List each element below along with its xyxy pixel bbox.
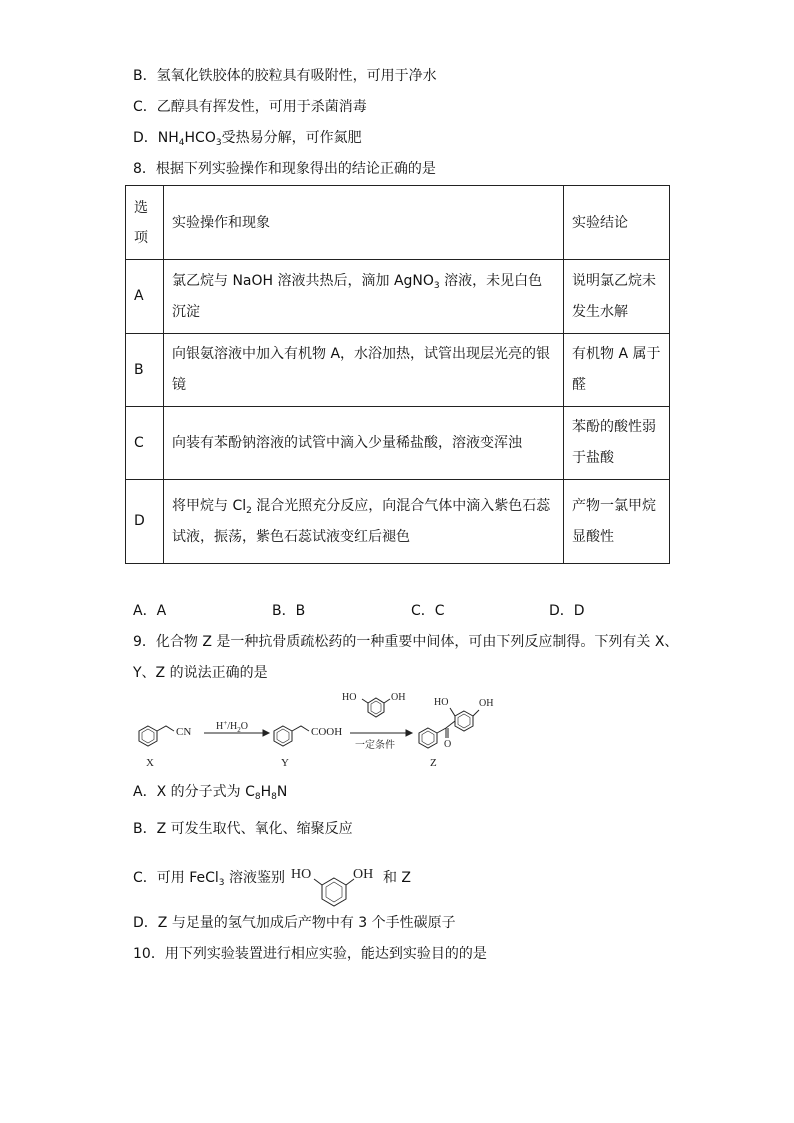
reaction-arrow-1 xyxy=(204,719,269,736)
row-option: C xyxy=(126,407,164,480)
svg-text:O: O xyxy=(444,739,452,750)
table-row xyxy=(126,407,670,480)
header-conclusion: 实验结论 xyxy=(564,186,670,260)
svg-text:OH: OH xyxy=(391,692,406,703)
header-option: 选 项 xyxy=(126,186,164,260)
table-header-row xyxy=(126,186,670,260)
svg-text:OH: OH xyxy=(479,698,494,709)
q9-option-b: B．Z 可发生取代、氧化、缩聚反应 xyxy=(133,821,353,837)
q8-stem: 8．根据下列实验操作和现象得出的结论正确的是 xyxy=(133,161,436,177)
compound-x xyxy=(139,726,191,768)
q9-option-c: C．可用 FeCl$_3$ 溶液鉴别 HO OH 和 Z xyxy=(133,864,411,912)
q9-option-d: D．Z 与足量的氢气加成后产物中有 3 个手性碳原子 xyxy=(133,915,456,931)
reaction-arrow-2 xyxy=(350,730,412,751)
row-option: B xyxy=(126,334,164,407)
svg-text:COOH: COOH xyxy=(311,726,343,738)
svg-text:H+/H2O: $H^+/H_2O$ xyxy=(216,719,248,734)
q8-choice-d: D．D xyxy=(549,603,585,619)
q9-stem-line2: Y、Z 的说法正确的是 xyxy=(133,665,268,681)
q8-choice-b: B．B xyxy=(272,603,306,619)
row-option: D xyxy=(126,480,164,564)
row-option: A xyxy=(126,260,164,334)
row-operation: 氯乙烷与 NaOH 溶液共热后，滴加 AgNO$_3$ 溶液，未见白色沉淀 xyxy=(164,260,564,334)
experiment-table xyxy=(125,185,670,564)
q9-stem-line1: 9．化合物 Z 是一种抗骨质疏松药的一种重要中间体，可由下列反应制得。下列有关 X、 xyxy=(133,634,679,650)
svg-text:Z: Z xyxy=(430,757,437,768)
table-row xyxy=(126,334,670,407)
svg-text:一定条件: 一定条件 xyxy=(355,740,395,751)
q8-choice-a: A．A xyxy=(133,603,167,619)
q7-option-b: B．氢氧化铁胶体的胶粒具有吸附性，可用于净水 xyxy=(133,68,437,84)
svg-text:HO: HO xyxy=(434,697,449,708)
reaction-scheme xyxy=(128,688,528,768)
row-operation: 向装有苯酚钠溶液的试管中滴入少量稀盐酸，溶液变浑浊 xyxy=(164,407,564,480)
svg-text:HO: HO xyxy=(342,692,357,703)
q8-choice-c: C．C xyxy=(411,603,445,619)
svg-text:OH: OH xyxy=(352,867,374,882)
resorcinol-structure xyxy=(287,864,381,912)
q7-option-d: D．$NH_4HCO_3$受热易分解，可作氮肥 xyxy=(133,130,362,148)
row-conclusion: 产物一氯甲烷显酸性 xyxy=(564,480,670,564)
row-operation: 将甲烷与 $Cl_2$ 混合光照充分反应，向混合气体中滴入紫色石蕊试液，振荡，紫色石蕊试液变红后褪色 xyxy=(164,480,564,564)
row-conclusion: 苯酚的酸性弱于盐酸 xyxy=(564,407,670,480)
compound-y xyxy=(274,726,342,768)
resorcinol-reagent xyxy=(342,692,405,717)
row-operation: 向银氨溶液中加入有机物 A，水浴加热，试管出现层光亮的银镜 xyxy=(164,334,564,407)
table-row xyxy=(126,260,670,334)
q7-option-c: C．乙醇具有挥发性，可用于杀菌消毒 xyxy=(133,99,367,115)
q10-stem: 10．用下列实验装置进行相应实验，能达到实验目的的是 xyxy=(133,946,487,962)
q8-choices xyxy=(133,600,693,620)
q9-option-a: A．X 的分子式为 $C_8H_8N$ xyxy=(133,784,288,802)
svg-text:HO: HO xyxy=(290,867,312,882)
svg-text:CN: CN xyxy=(176,726,192,738)
row-conclusion: 说明氯乙烷未发生水解 xyxy=(564,260,670,334)
row-conclusion: 有机物 A 属于醛 xyxy=(564,334,670,407)
svg-text:Y: Y xyxy=(281,757,289,768)
header-operation: 实验操作和现象 xyxy=(164,186,564,260)
table-row xyxy=(126,480,670,564)
svg-text:X: X xyxy=(146,757,154,768)
compound-z xyxy=(419,697,493,768)
